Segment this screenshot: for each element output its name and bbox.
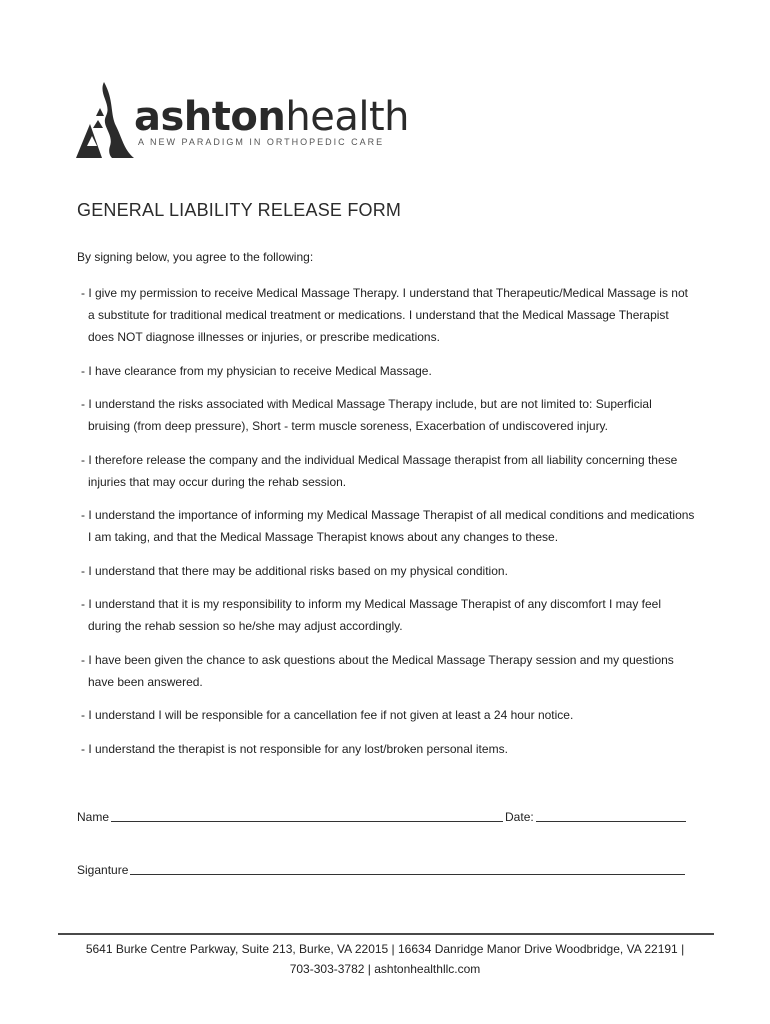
form-intro: By signing below, you agree to the following: [77, 250, 314, 264]
agreement-item: - I understand that there may be additional risks based on my physical condition. [81, 563, 508, 578]
agreement-item: - I have clearance from my physician to receive Medical Massage. [81, 363, 432, 378]
brand-tagline: A NEW PARADIGM IN ORTHOPEDIC CARE [138, 137, 385, 147]
date-field[interactable] [536, 820, 686, 822]
form-title: GENERAL LIABILITY RELEASE FORM [77, 200, 402, 220]
brand-name [134, 94, 409, 140]
agreement-item: - I therefore release the company and the individual Medical Massage therapist from all liability concerning these injuries that may occur during the rehab session. [81, 452, 678, 489]
brand-name-light: health [285, 94, 409, 140]
agreement-item: - I have been given the chance to ask questions about the Medical Massage Therapy session and my questions have been answered. [81, 652, 674, 689]
brand-name-bold: ashton [134, 94, 286, 140]
agreement-item: - I give my permission to receive Medical Massage Therapy. I understand that Therapeutic/Medical Massage is not a substitute for traditional medical treatment or medications. I understand that the Medical Massage Therapist does NOT diagnose illnesses or injuries, or prescribe medications. [81, 286, 688, 344]
signature-row [77, 863, 685, 877]
spine-logo-icon [76, 80, 136, 160]
logo [76, 80, 409, 160]
name-label: Name [77, 810, 110, 824]
footer-contact: 703-303-3782 | ashtonhealthllc.com [289, 962, 481, 976]
footer-divider [58, 933, 714, 935]
signature-field[interactable] [130, 873, 685, 875]
date-label: Date: [505, 810, 534, 824]
agreement-item: - I understand I will be responsible for a cancellation fee if not given at least a 24 hour notice. [81, 708, 574, 722]
name-field[interactable] [111, 820, 503, 822]
agreement-list [81, 282, 696, 771]
agreement-item: - I understand the importance of informing my Medical Massage Therapist of all medical conditions and medications I am taking, and that the Medical Massage Therapist knows about any changes to these. [81, 508, 695, 544]
agreement-item: - I understand the therapist is not responsible for any lost/broken personal items. [81, 741, 508, 756]
name-date-row [77, 810, 686, 824]
footer-address: 5641 Burke Centre Parkway, Suite 213, Burke, VA 22015 | 16634 Danridge Manor Drive Woodbridge, VA 22191 | [85, 942, 685, 956]
agreement-item: - I understand that it is my responsibility to inform my Medical Massage Therapist of any discomfort I may feel during the rehab session so he/she may adjust accordingly. [81, 597, 662, 633]
signature-label: Siganture [77, 863, 129, 877]
agreement-item: - I understand the risks associated with Medical Massage Therapy include, but are not limited to: Superficial bruising (from deep pressure), Short - term muscle soreness, Exacerbation of undiscovered injury. [81, 397, 652, 433]
